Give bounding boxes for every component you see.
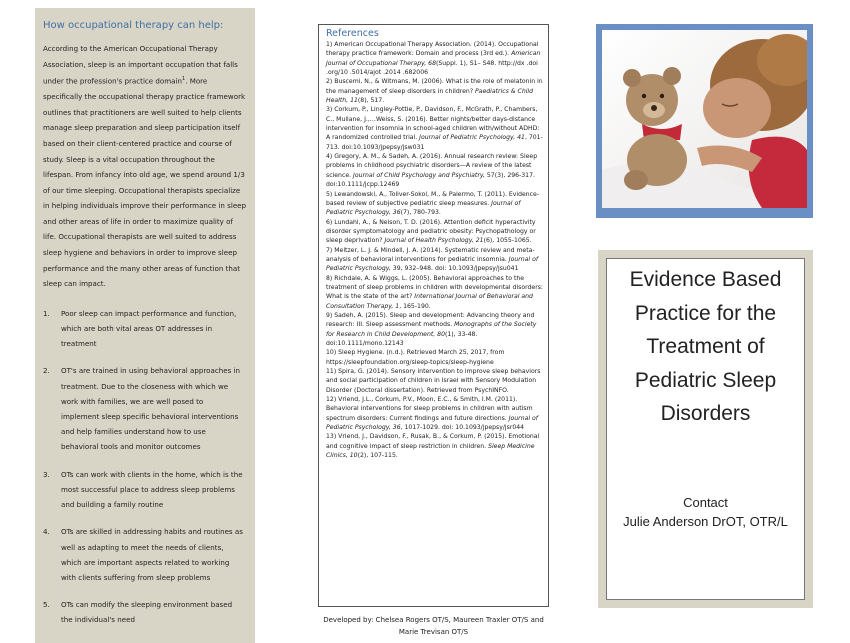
reference-text: 6) Lundahl, A., & Nelson, T. D. (2016). Attention deficit hyperactivity disorder symptomatology and pediatric obesity: Psychopathology or sleep deprivation? xyxy=(326,218,536,245)
reference-text: 1) American Occupational Therapy Association. (2014). Occupational therapy practice framework: Domain and process (3rd ed.). xyxy=(326,41,539,58)
intro-text: According to the American Occupational Therapy Association, sleep is an important occupation that falls under the profession's practice domain xyxy=(43,44,238,86)
reference-text: 3) Corkum, P., Lingley-Pottie, P., Davidson, F., McGrath, P., Chambers, C., Mullane, J.,…Weiss, S. (2016). Better nights/better days-distance intervention for insomnia in school-aged children with/without ADHD: A randomized controlled trial. xyxy=(326,106,540,142)
reference-text: 8) Richdale, A. & Wiggs, L. (2005). Behavioral approaches to the treatment of sleep problems in children with developmental disorders: What is the state of the art? xyxy=(326,274,543,301)
list-item xyxy=(43,597,247,627)
list-item xyxy=(43,467,247,513)
list-text: OTs can modify the sleeping environment based the individual's need xyxy=(61,600,233,625)
reference-details: (2), 107-115. xyxy=(357,452,398,460)
list-number: 1. xyxy=(43,308,50,318)
reference-entry xyxy=(326,367,544,395)
list-item xyxy=(43,524,247,585)
reference-details: (1), 33-48. doi:10.1111/mono.12143 xyxy=(326,330,478,347)
reference-journal: Journal of Child Psychology and Psychiatry, xyxy=(353,171,485,179)
reference-text: 7) Meltzer, L. J. & Mindell, J. A. (2014). Systematic review and meta-analysis of behavioral interventions for pediatric insomnia. xyxy=(326,246,535,263)
reference-details: (6), 1055-1065. xyxy=(483,237,532,245)
list-number: 5. xyxy=(43,600,50,610)
reference-text: 2) Buscemi, N., & Witmans, M. (2006). What is the role of melatonin in the management of sleep disorders in children? xyxy=(326,78,543,95)
reference-details: (8), 517. xyxy=(357,97,385,105)
intro-text-continued: . More specifically the occupational therapy practice framework outlines that practitioners are well suited to help clients manage sleep preparation and sleep participation itself based on their client-centered practice and course of study. Sleep is a vital occupation throughout the lifespan. From infancy into old age, we spend around 1/3 of our time sleeping. Occupational therapists specialize in helping individuals improve their performance in sleep and other areas of life in order to maximize quality of life. Occupational therapists are well suited to address sleep hygiene and behaviors in order to improve sleep performance and the many other areas of function that sleep can impact. xyxy=(43,76,247,289)
reference-details: 39, 932–948. doi: 10.1093/jpepsy/jsu041 xyxy=(390,265,519,273)
reference-text: 10) Sleep Hygiene. (n.d.). Retrieved March 25, 2017, from https://sleepfoundation.org/sleep-topics/sleep-hygiene xyxy=(326,349,505,366)
reference-entry xyxy=(326,348,544,367)
reference-details: (Suppl. 1), S1– S48. http://dx .doi .org/10 .5014/ajot .2014 .682006 xyxy=(326,59,538,77)
list-item xyxy=(43,306,247,352)
reference-details: , 701-713. doi:10.1093/jpepsy/jsw031 xyxy=(326,134,543,151)
brochure-title: Evidence Based Practice for the Treatment of Pediatric Sleep Disorders xyxy=(629,268,782,425)
reference-details: , 165-190. xyxy=(399,302,431,310)
reference-text: 5) Lewandowski, A., Toliver-Sokol, M., & Palermo, T. (2011). Evidence-based review of subjective pediatric sleep measures. xyxy=(326,190,540,207)
list-text: OTs can work with clients in the home, which is the most successful place to address sleep problems and building a family routine xyxy=(61,469,243,510)
footnote-marker: 1 xyxy=(182,76,186,83)
reference-details: , 1017-1029. doi: 10.1093/jpepsy/jsr044 xyxy=(400,424,525,432)
list-item xyxy=(43,363,247,454)
reference-text: 4) Gregory, A. M., & Sadeh, A. (2016). Annual research review: Sleep problems in childhood psychiatric disorders—A review of the latest science. xyxy=(326,153,538,179)
cover-title-box xyxy=(606,258,805,600)
reference-entry xyxy=(326,218,544,246)
references-box xyxy=(318,24,549,607)
list-text: Poor sleep can impact performance and function, which are both vital areas OT addresses in treatment xyxy=(61,308,237,349)
intro-paragraph xyxy=(43,41,247,292)
reference-entry xyxy=(326,152,544,189)
reference-journal: Paediatrics & Child Health, 11 xyxy=(326,87,534,105)
occupational-therapy-panel xyxy=(35,8,255,643)
reference-journal: Sleep Medicine Clinics, 10 xyxy=(326,442,535,460)
reference-text: 12) Vriend, J.L., Corkum, P.V., Moon, E.C., & Smith, I.M. (2011). Behavioral interventions for sleep problems in children with autism spectrum disorders: Current findings and future directions. xyxy=(326,396,533,422)
reference-details: 57(3), 296-317. doi:10.1111/jcpp.12469 xyxy=(326,171,535,189)
reference-entry xyxy=(326,274,544,311)
contact-label: Contact xyxy=(683,494,728,510)
sleeping-child-photo xyxy=(596,24,813,218)
references-heading: References xyxy=(326,28,379,39)
reference-text: 13) Vriend, J., Davidson, F., Rusak, B., & Corkum, P. (2015). Emotional and cognitive impact of sleep restriction in children. xyxy=(326,433,540,450)
reference-journal: Monographs of the Society for Research in Child Development, 80 xyxy=(326,321,537,338)
contact-name: Julie Anderson DrOT, OTR/L xyxy=(623,513,788,529)
reference-journal: International Journal of Behavioral and Consultation Therapy, 1 xyxy=(326,293,533,310)
list-number: 4. xyxy=(43,527,50,537)
reference-entry xyxy=(326,432,544,460)
reference-journal: American Journal of Occupational Therapy, 68 xyxy=(326,50,541,67)
reference-entry xyxy=(326,77,544,105)
reference-journal: Journal of Health Psychology, 21 xyxy=(384,237,484,245)
list-text: OT's are trained in using behavioral approaches in treatment. Due to the closeness with which we work with families, we are well posed to implement sleep specific behavioral interventions and help families understand how to use behavioral tools and monitor outcomes xyxy=(61,366,241,452)
reference-entry xyxy=(326,40,544,77)
reasons-list xyxy=(43,306,247,628)
reference-entry xyxy=(326,190,544,218)
reference-entry xyxy=(326,311,544,348)
reference-entry xyxy=(326,395,544,432)
reference-text: 11) Spira, G. (2014). Sensory intervention to improve sleep behaviors and social participation of children in Israel with Sensory Modulation Disorder (Doctoral dissertation). Retrieved from PsychINFO. xyxy=(326,368,541,394)
reference-entry xyxy=(326,105,544,152)
contact-block xyxy=(607,493,804,531)
reference-journal: Journal of Pediatric Psychology, 36 xyxy=(326,199,521,217)
reference-journal: Journal of Pediatric Psychology, xyxy=(326,255,539,273)
reference-entry xyxy=(326,246,544,274)
reference-details: (7), 780-793. xyxy=(400,209,441,217)
child-with-teddy-bear-image xyxy=(602,30,807,208)
cover-title-panel xyxy=(598,250,813,608)
developed-by-credit: Developed by: Chelsea Rogers OT/S, Maureen Traxler OT/S and Marie Trevisan OT/S xyxy=(323,616,544,636)
reference-text: 9) Sadeh, A. (2015). Sleep and development: Advancing theory and research: III. Sleep assessment methods. xyxy=(326,311,535,329)
panel-heading: How occupational therapy can help: xyxy=(43,20,224,31)
list-number: 3. xyxy=(43,469,50,479)
reference-journal: Journal of Pediatric Psychology, 41 xyxy=(419,134,525,142)
list-text: OTs are skilled in addressing habits and routines as well as adapting to meet the needs of clients, which are important aspects related to working with clients suffering from sleep problems xyxy=(61,527,243,582)
reference-journal: Journal of Pediatric Psychology, 36 xyxy=(326,414,538,432)
list-number: 2. xyxy=(43,366,50,376)
photo-frame xyxy=(602,30,807,208)
